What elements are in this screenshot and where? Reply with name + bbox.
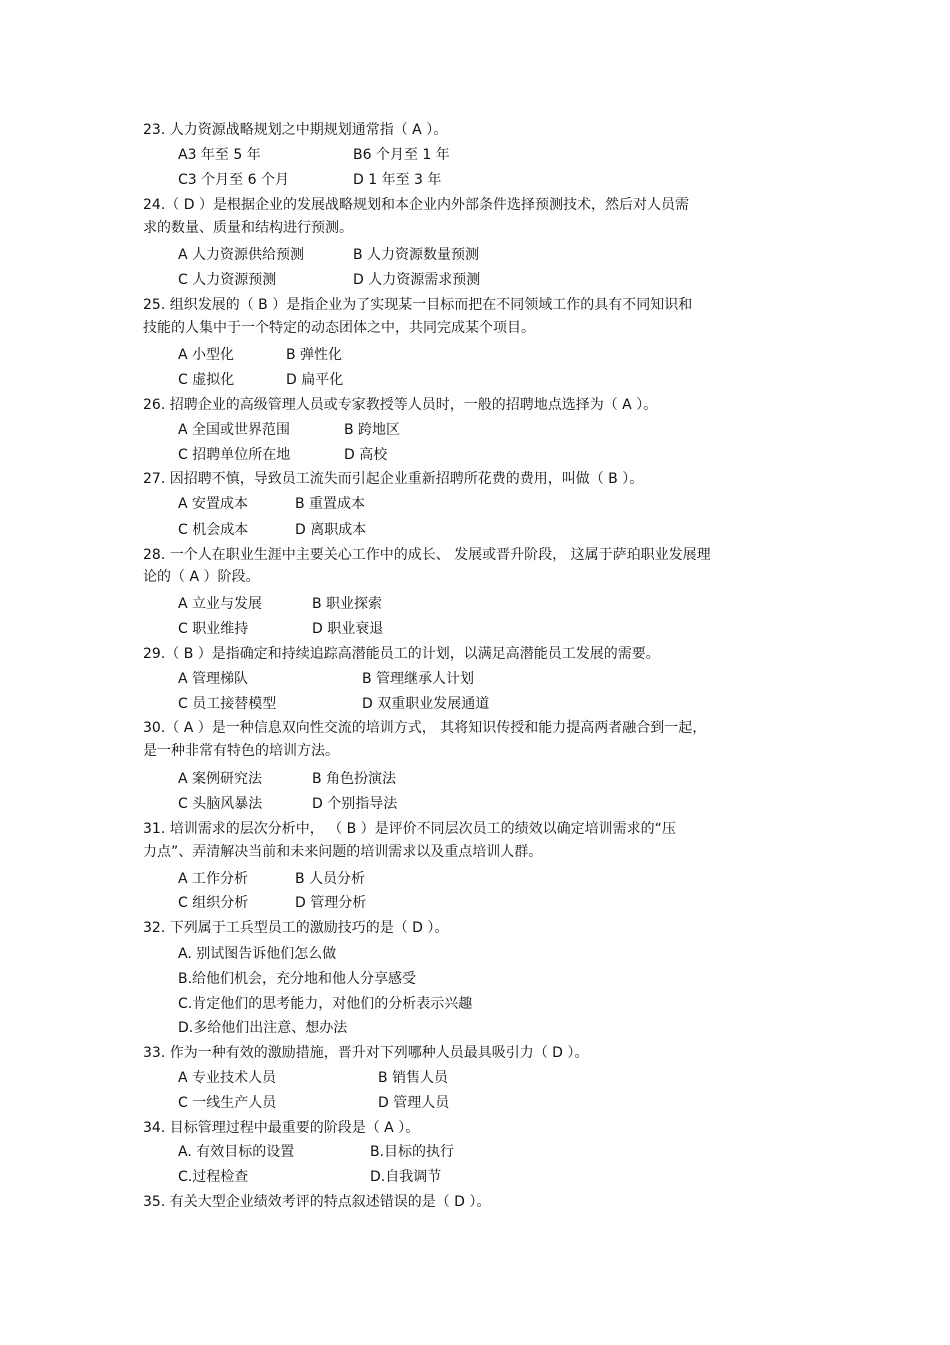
q32-option-b: B.给他们机会，充分地和他人分享感受 (178, 971, 417, 987)
question-28-text-cont: 论的（ A ）阶段。 (143, 569, 260, 585)
q28-option-b: B 职业探索 (312, 596, 383, 612)
q34-option-c: C.过程检查 (178, 1169, 249, 1185)
q28-option-a: A 立业与发展 (178, 596, 263, 612)
q24-option-d: D 人力资源需求预测 (353, 272, 481, 288)
q28-option-d: D 职业衰退 (312, 621, 384, 637)
q32-option-d: D.多给他们出注意、想办法 (178, 1020, 348, 1036)
q29-option-b: B 管理继承人计划 (362, 671, 475, 687)
question-27-text: 27. 因招聘不慎，导致员工流失而引起企业重新招聘所花费的费用，叫做（ B ）。 (143, 471, 644, 487)
q33-option-b: B 销售人员 (378, 1070, 449, 1086)
q33-option-d: D 管理人员 (378, 1095, 450, 1111)
q31-option-a: A 工作分析 (178, 871, 249, 887)
q25-option-a: A 小型化 (178, 347, 235, 363)
q23-option-c: C3 个月至 6 个月 (178, 172, 289, 188)
question-23-text: 23. 人力资源战略规划之中期规划通常指（ A ）。 (143, 122, 448, 138)
question-29-text: 29.（ B ）是指确定和持续追踪高潜能员工的计划，以满足高潜能员工发展的需要。 (143, 646, 660, 662)
question-30-text-cont: 是一种非常有特色的培训方法。 (143, 743, 339, 759)
q34-option-d: D.自我调节 (370, 1169, 442, 1185)
q25-option-c: C 虚拟化 (178, 372, 235, 388)
q30-option-c: C 头脑风暴法 (178, 796, 263, 812)
q31-option-c: C 组织分析 (178, 895, 249, 911)
q23-option-a: A3 年至 5 年 (178, 147, 261, 163)
question-32-text: 32. 下列属于工兵型员工的激励技巧的是（ D ）。 (143, 920, 449, 936)
question-24-text: 24.（ D ）是根据企业的发展战略规划和本企业内外部条件选择预测技术，然后对人员需 (143, 197, 689, 213)
q27-option-b: B 重置成本 (295, 496, 366, 512)
q30-option-d: D 个别指导法 (312, 796, 398, 812)
q25-option-d: D 扁平化 (286, 372, 344, 388)
q34-option-b: B.目标的执行 (370, 1144, 455, 1160)
q24-option-a: A 人力资源供给预测 (178, 247, 305, 263)
q27-option-c: C 机会成本 (178, 522, 249, 538)
q28-option-c: C 职业维持 (178, 621, 249, 637)
q30-option-a: A 案例研究法 (178, 771, 263, 787)
q23-option-d: D 1 年至 3 年 (353, 172, 442, 188)
q27-option-a: A 安置成本 (178, 496, 249, 512)
q26-option-d: D 高校 (344, 447, 388, 463)
q26-option-c: C 招聘单位所在地 (178, 447, 291, 463)
q29-option-d: D 双重职业发展通道 (362, 696, 490, 712)
question-31-text: 31. 培训需求的层次分析中， （ B ）是评价不同层次员工的绩效以确定培训需求的“压 (143, 821, 676, 837)
q34-option-a: A. 有效目标的设置 (178, 1144, 295, 1160)
q33-option-a: A 专业技术人员 (178, 1070, 277, 1086)
question-24-text-cont: 求的数量、质量和结构进行预测。 (143, 220, 353, 236)
question-35-text: 35. 有关大型企业绩效考评的特点叙述错误的是（ D ）。 (143, 1194, 491, 1210)
q29-option-a: A 管理梯队 (178, 671, 249, 687)
q26-option-b: B 跨地区 (344, 422, 401, 438)
question-34-text: 34. 目标管理过程中最重要的阶段是（ A ）。 (143, 1120, 420, 1136)
question-33-text: 33. 作为一种有效的激励措施，晋升对下列哪种人员最具吸引力（ D ）。 (143, 1045, 589, 1061)
q27-option-d: D 离职成本 (295, 522, 367, 538)
question-31-text-cont: 力点”、弄清解决当前和未来问题的培训需求以及重点培训人群。 (143, 844, 543, 860)
q31-option-d: D 管理分析 (295, 895, 367, 911)
q32-option-a: A. 别试图告诉他们怎么做 (178, 946, 337, 962)
q33-option-c: C 一线生产人员 (178, 1095, 277, 1111)
q23-option-b: B6 个月至 1 年 (353, 147, 450, 163)
q31-option-b: B 人员分析 (295, 871, 366, 887)
q30-option-b: B 角色扮演法 (312, 771, 397, 787)
question-25-text: 25. 组织发展的（ B ）是指企业为了实现某一目标而把在不同领域工作的具有不同知识和 (143, 297, 693, 313)
question-30-text: 30.（ A ）是一种信息双向性交流的培训方式， 其将知识传授和能力提高两者融合到一起， (143, 720, 707, 736)
q24-option-b: B 人力资源数量预测 (353, 247, 480, 263)
q29-option-c: C 员工接替模型 (178, 696, 277, 712)
q26-option-a: A 全国或世界范围 (178, 422, 291, 438)
q32-option-c: C.肯定他们的思考能力，对他们的分析表示兴趣 (178, 996, 473, 1012)
question-28-text: 28. 一个人在职业生涯中主要关心工作中的成长、 发展或晋升阶段， 这属于萨珀职业发展理 (143, 547, 711, 563)
q24-option-c: C 人力资源预测 (178, 272, 277, 288)
q25-option-b: B 弹性化 (286, 347, 343, 363)
question-26-text: 26. 招聘企业的高级管理人员或专家教授等人员时，一般的招聘地点选择为（ A ）。 (143, 397, 658, 413)
question-25-text-cont: 技能的人集中于一个特定的动态团体之中，共同完成某个项目。 (143, 320, 535, 336)
